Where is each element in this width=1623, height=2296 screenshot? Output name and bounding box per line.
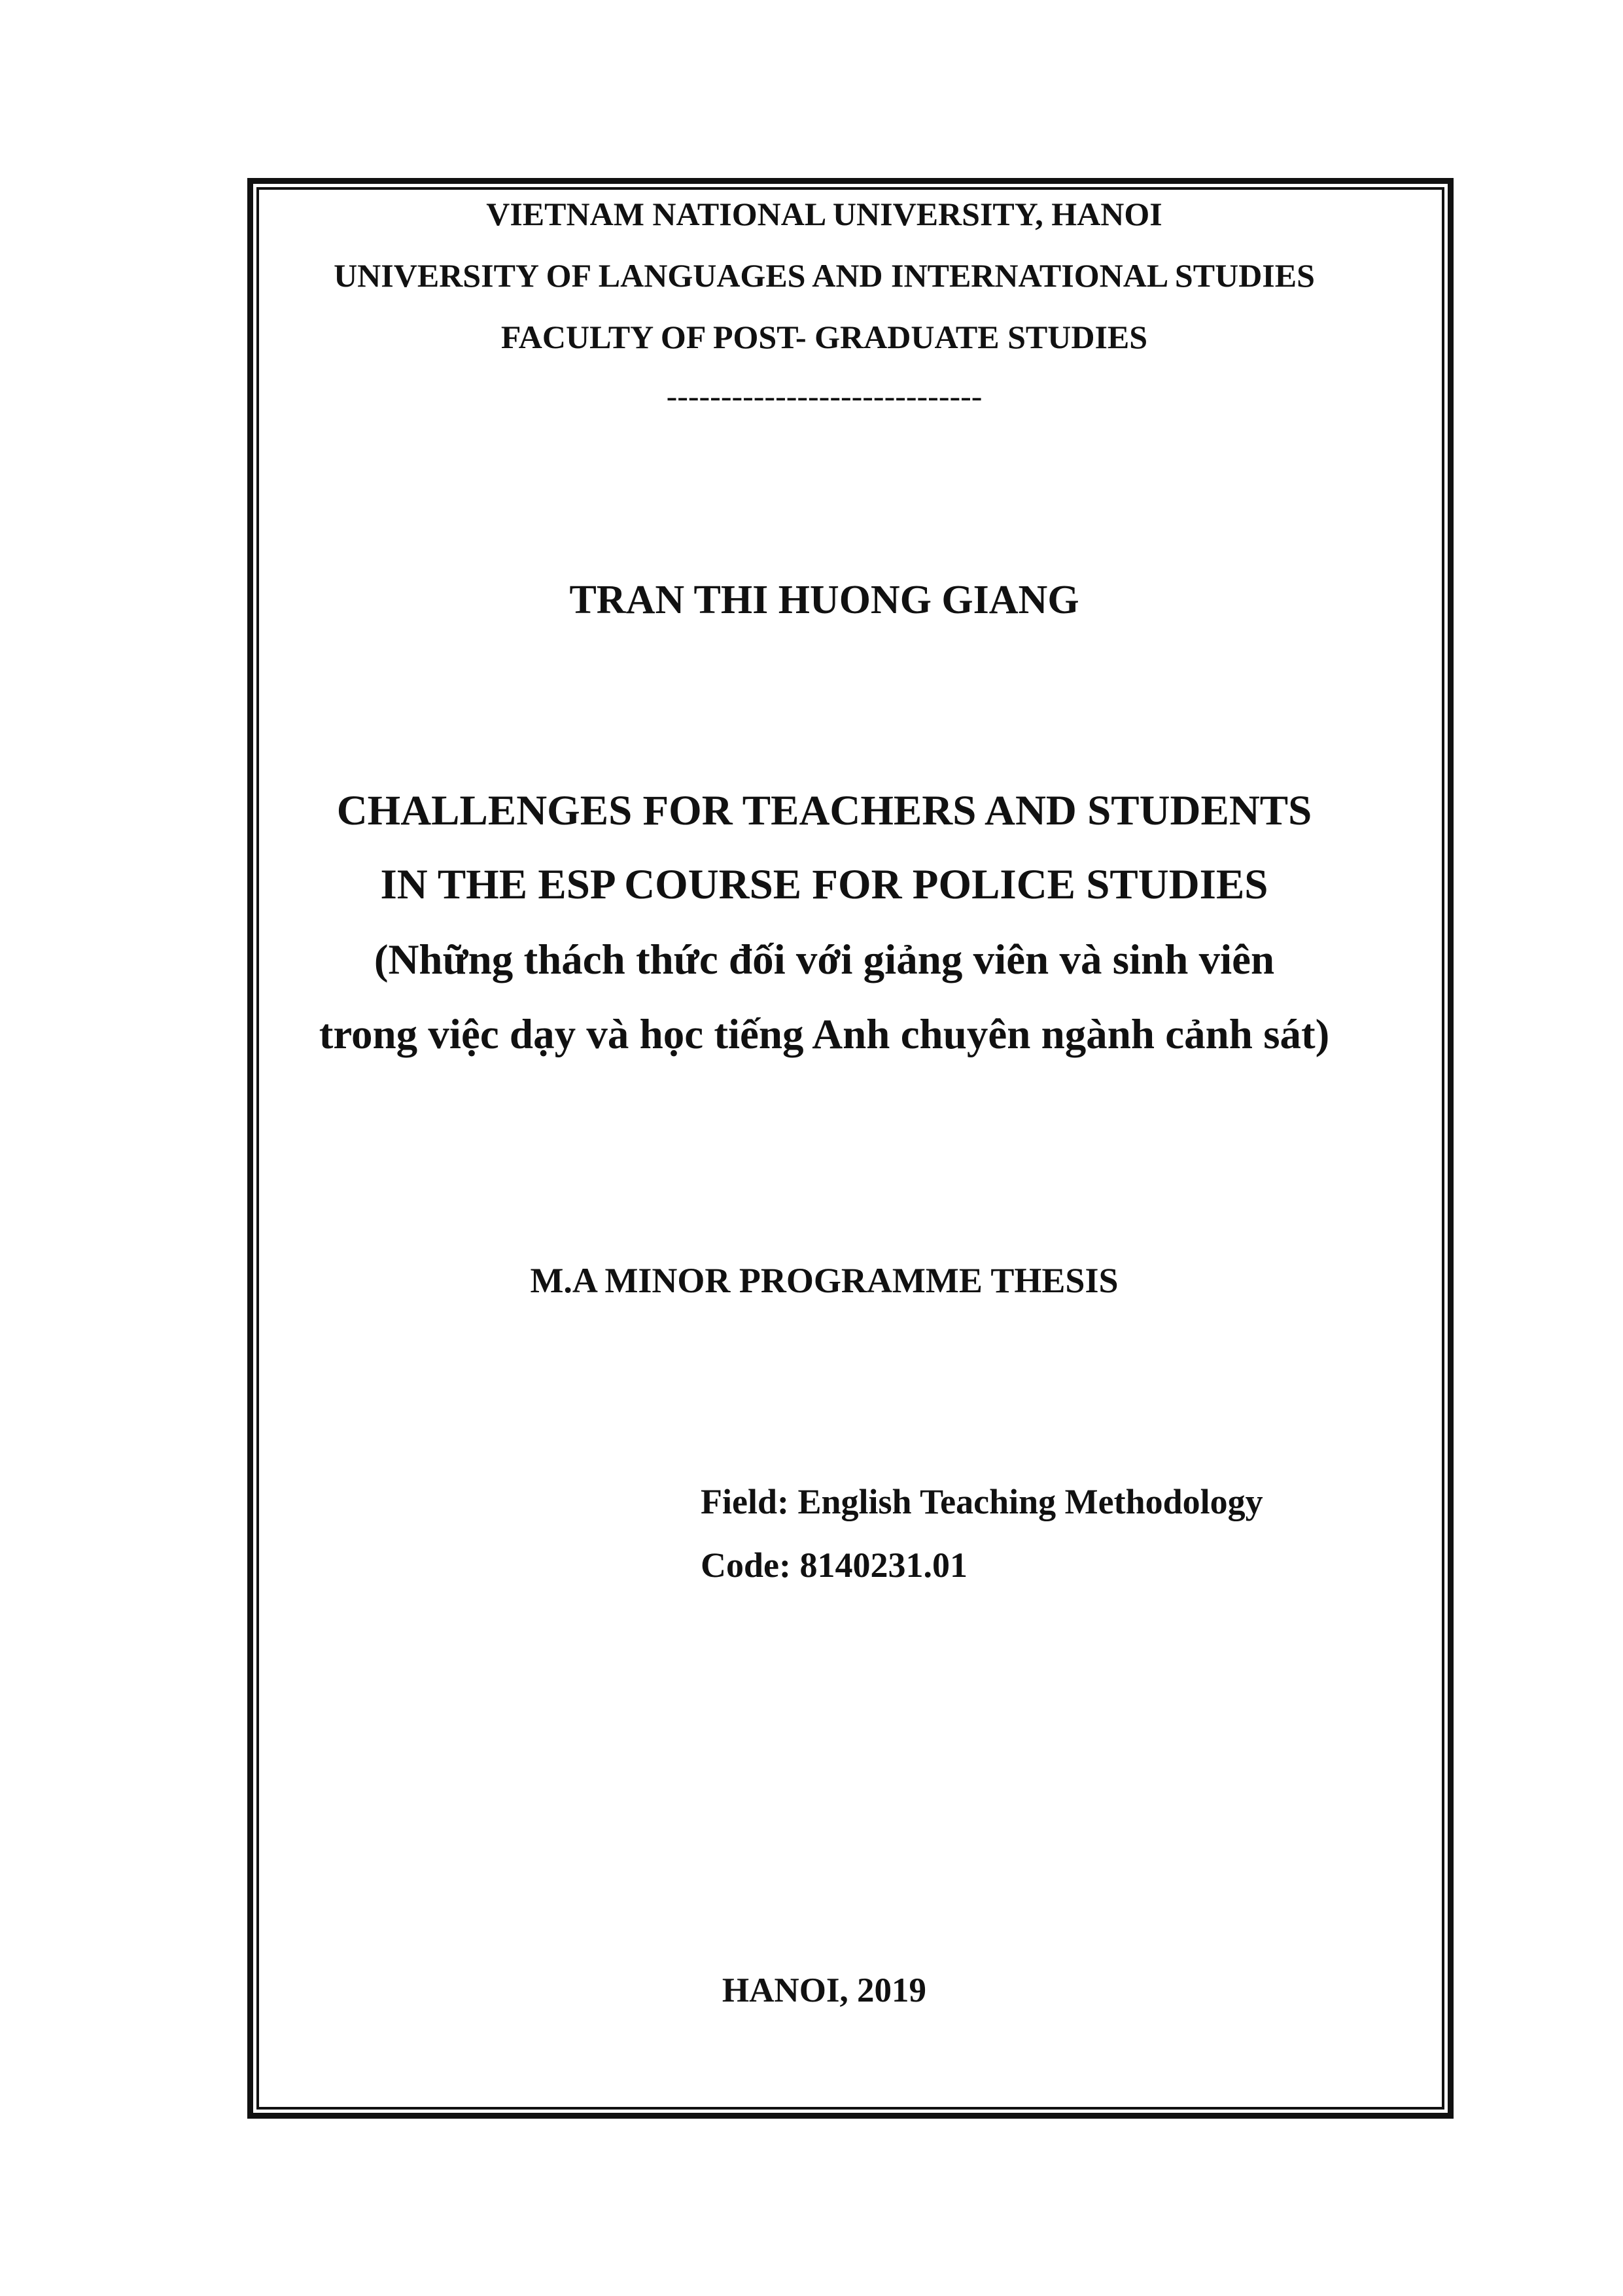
- faculty-name: FACULTY OF POST- GRADUATE STUDIES: [500, 319, 1148, 355]
- place-and-year: HANOI, 2019: [722, 1971, 927, 2009]
- field-of-study: Field: English Teaching Methodology: [701, 1482, 1263, 1521]
- school-name: UNIVERSITY OF LANGUAGES AND INTERNATIONAL STUDIES: [334, 257, 1315, 294]
- thesis-type: M.A MINOR PROGRAMME THESIS: [530, 1261, 1119, 1300]
- university-name: VIETNAM NATIONAL UNIVERSITY, HANOI: [486, 196, 1162, 232]
- header-separator: -----------------------------: [666, 378, 983, 414]
- author-name: TRAN THI HUONG GIANG: [569, 578, 1079, 622]
- thesis-title-vietnamese-line-2: trong việc dạy và học tiếng Anh chuyên ngành cảnh sát): [319, 1011, 1330, 1058]
- program-code: Code: 8140231.01: [701, 1545, 968, 1585]
- page-border-inner: [256, 187, 1444, 2110]
- thesis-title-line-1: CHALLENGES FOR TEACHERS AND STUDENTS: [336, 787, 1312, 834]
- thesis-title-vietnamese-line-1: (Những thách thức đối với giảng viên và sinh viên: [374, 936, 1275, 983]
- thesis-title-line-2: IN THE ESP COURSE FOR POLICE STUDIES: [380, 861, 1268, 908]
